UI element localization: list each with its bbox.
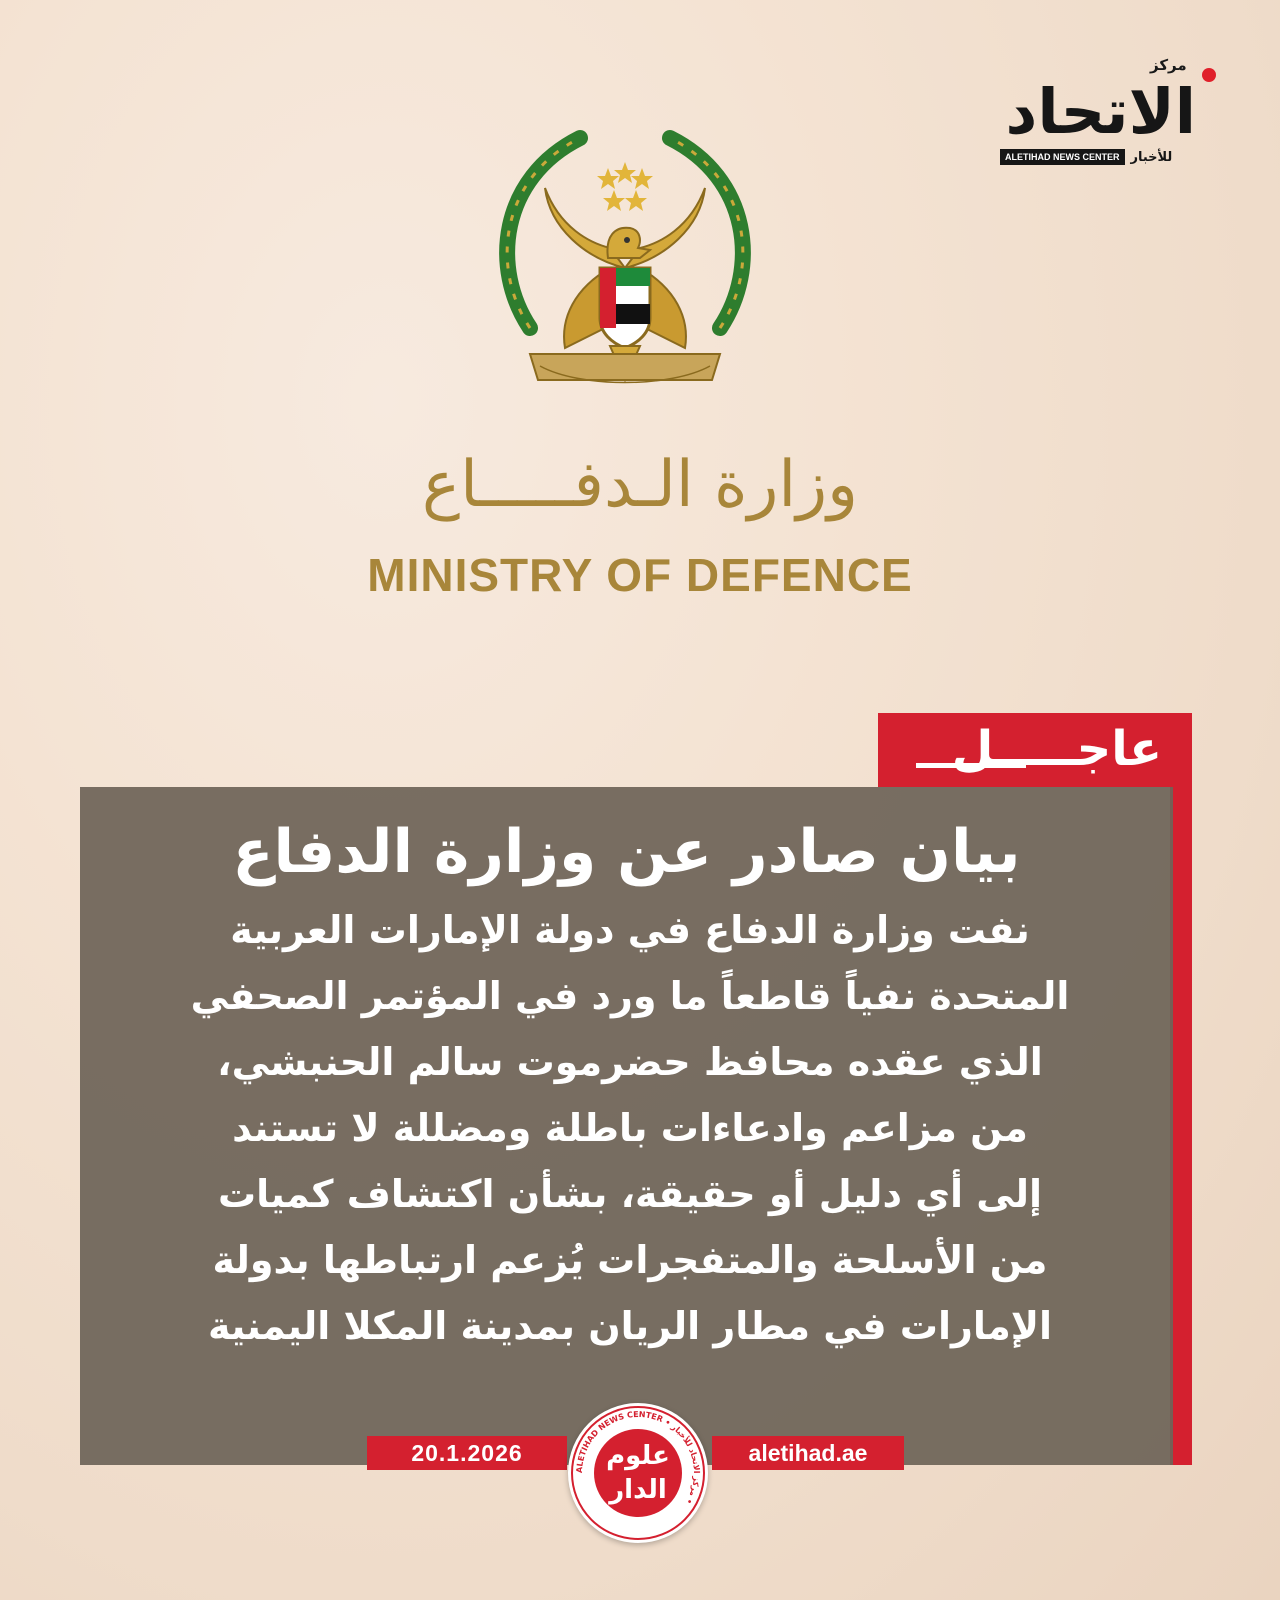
aletihad-logo — [1000, 50, 1230, 170]
statement-line: من مزاعم وادعاءات باطلة ومضللة لا تستند — [232, 1106, 1028, 1150]
statement-line: إلى أي دليل أو حقيقة، بشأن اكتشاف كميات — [217, 1172, 1042, 1216]
logo-ar-sub-label: للأخبار — [1130, 149, 1173, 165]
statement-card — [80, 787, 1173, 1465]
footer-site-link[interactable]: aletihad.ae — [712, 1436, 904, 1470]
statement-line: من الأسلحة والمتفجرات يُزعم ارتباطها بدولة — [212, 1238, 1048, 1282]
statement-line: المتحدة نفياً قاطعاً ما ورد في المؤتمر الصحفي — [190, 974, 1070, 1018]
badge-text-line1: علوم — [606, 1441, 670, 1471]
logo-dot-icon — [1202, 68, 1216, 82]
statement-line: نفت وزارة الدفاع في دولة الإمارات العربية — [230, 908, 1030, 952]
badge-text-line2: الدار — [609, 1475, 667, 1505]
badge-ring-text: ALETIHAD NEWS CENTER • مركز الاتحاد للأخبار • — [574, 1409, 702, 1506]
logo-main-label: الاتحاد — [1005, 75, 1196, 148]
statement-body — [150, 897, 1110, 1359]
armed-forces-emblem-icon — [490, 118, 760, 408]
logo-small-label: مركز — [1150, 56, 1187, 74]
statement-line: الذي عقده محافظ حضرموت سالم الحنبشي، — [217, 1040, 1043, 1084]
card-accent-bar — [1170, 787, 1192, 1465]
logo-bar — [1000, 148, 1190, 166]
badge-text — [594, 1439, 682, 1507]
breaking-label: عاجـــــل — [951, 721, 1162, 777]
ministry-title-english: MINISTRY OF DEFENCE — [367, 549, 913, 601]
statement-headline: بيان صادر عن وزارة الدفاع — [232, 817, 1021, 887]
aletihad-badge-icon — [568, 1403, 708, 1543]
statement-line: الإمارات في مطار الريان بمدينة المكلا اليمنية — [207, 1304, 1053, 1348]
breaking-news-tag — [878, 713, 1192, 787]
footer-date: 20.1.2026 — [367, 1436, 567, 1470]
logo-en-label: ALETIHAD NEWS CENTER — [1000, 149, 1125, 165]
ministry-title-arabic: وزارة الـدفـــــاع — [421, 448, 859, 522]
